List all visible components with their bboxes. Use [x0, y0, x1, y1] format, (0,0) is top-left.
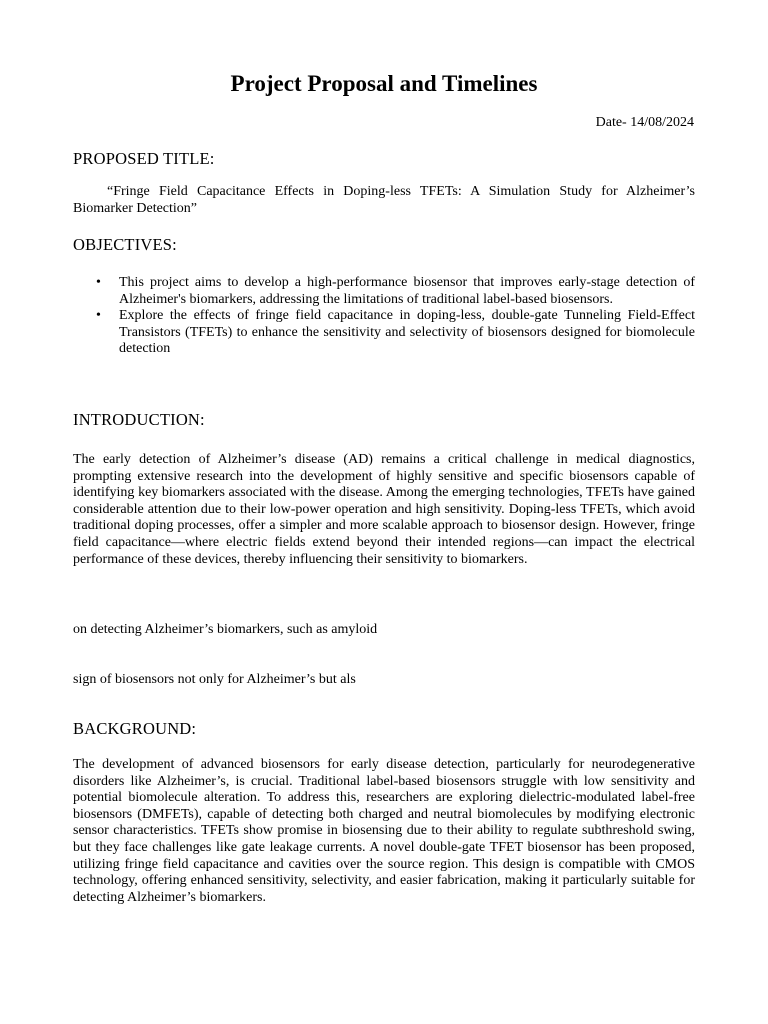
objective-item	[73, 275, 695, 308]
bullet-icon: •	[96, 308, 101, 324]
introduction-text: The early detection of Alzheimer’s disease (AD) remains a critical challenge in medical diagnostics, prompting extensive research into the development of highly sensitive and specific biosensors capable of identifying key biomarkers associated with the disease. Among the emerging technologies, TFETs have gained considerable attention due to their low-power operation and high sensitivity. Doping-less TFETs, which avoid traditional doping processes, offer a simpler and more scalable approach to biosensor design. However, fringe field capacitance—where electric fields extend beyond their intended regions—can impact the electrical performance of these devices, thereby influencing their sensitivity to biomarkers.	[73, 452, 695, 567]
bullet-icon: •	[96, 275, 101, 290]
objective-item	[73, 308, 695, 358]
introduction-heading: INTRODUCTION:	[73, 410, 205, 429]
proposed-title-heading: PROPOSED TITLE:	[73, 149, 215, 168]
objective-text: Explore the effects of fringe field capacitance in doping-less, double-gate Tunneling Field-Effect Transistors (TFETs) to enhance the sensitivity and selectivity of biosensors designed for biomolecule detection	[119, 308, 695, 357]
objective-text: This project aims to develop a high-performance biosensor that improves early-stage detection of Alzheimer's biomarkers, addressing the limitations of traditional label-based biosensors.	[119, 275, 695, 307]
text-fragment-2: sign of biosensors not only for Alzheimer’s but als	[73, 672, 356, 687]
background-text: The development of advanced biosensors for early disease detection, particularly for neurodegenerative disorders like Alzheimer’s, is crucial. Traditional label-based biosensors struggle with low sensitivity and potential biomolecule alteration. To address this, researchers are exploring dielectric-modulated label-free biosensors (DMFETs), capable of detecting both charged and neutral biomolecules by modifying electronic sensor characteristics. TFETs show promise in biosensing due to their ability to regulate subthreshold swing, but they face challenges like gate leakage currents. A novel double-gate TFET biosensor has been proposed, utilizing fringe field capacitance and cavities over the source region. This design is compatible with CMOS technology, offering enhanced sensitivity, selectivity, and easier fabrication, making it particularly suitable for detecting Alzheimer’s biomarkers.	[73, 757, 695, 905]
document-date: Date- 14/08/2024	[595, 115, 694, 130]
background-heading: BACKGROUND:	[73, 719, 197, 738]
proposed-title-text: “Fringe Field Capacitance Effects in Doping-less TFETs: A Simulation Study for Alzheimer’s Biomarker Detection”	[73, 184, 695, 216]
objectives-list	[73, 275, 695, 358]
objectives-heading: OBJECTIVES:	[73, 235, 177, 254]
page-title: Project Proposal and Timelines	[230, 71, 538, 96]
text-fragment-1: on detecting Alzheimer’s biomarkers, such as amyloid	[73, 622, 378, 637]
